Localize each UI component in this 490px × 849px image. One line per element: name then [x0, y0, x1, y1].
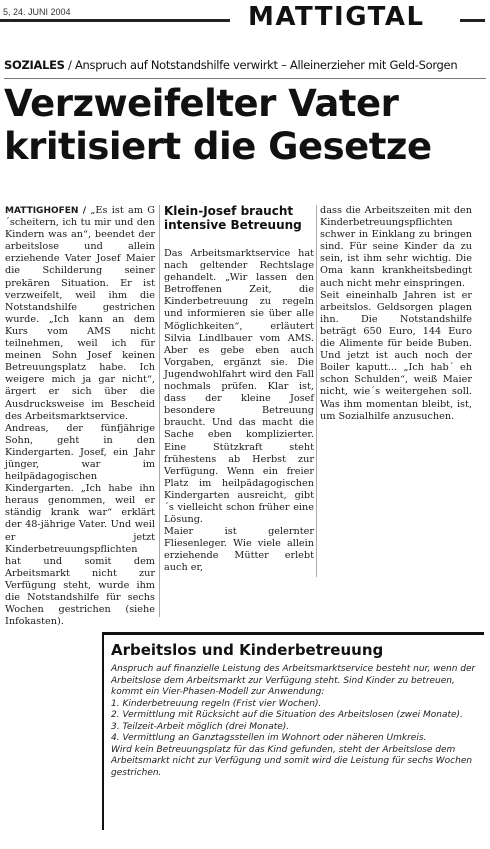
article-column-1: [5, 205, 155, 628]
infobox-item-3: 3. Teilzeit-Arbeit möglich (drei Monate).: [111, 721, 290, 732]
dateline: MATTIGHOFEN /: [5, 206, 87, 216]
column-divider-1: [159, 205, 160, 617]
kicker-rule: [4, 78, 486, 79]
headline-line-1: Verzweifelter Vater: [4, 82, 399, 125]
kicker-line: [4, 58, 488, 72]
infobox-outro: Wird kein Betreuungsplatz für das Kind gefunden, steht der Arbeitslose dem Arbeitsmarkt nicht zur Verfügung und somit wird die Leistung für sechs Wochen gestrichen.: [111, 744, 473, 778]
infobox-intro: Anspruch auf finanzielle Leistung des Arbeitsmarktservice besteht nur, wenn der Arbeitslose dem Arbeitsmarkt zur Verfügung steht. Sind Kinder zu betreuen, kommt ein Vier-Phasen-Modell zur Anwendung:: [111, 664, 476, 697]
infobox-item-4: 4. Vermittlung an Ganztagsstellen im Wohnort oder näheren Umkreis.: [111, 733, 427, 743]
article-column-2: [164, 248, 314, 575]
infobox-left-border: [102, 632, 104, 830]
kicker-text: / Anspruch auf Notstandshilfe verwirkt – Alleinerzieher mit Geld-Sorgen: [68, 58, 458, 72]
category-label: SOZIALES: [4, 58, 65, 72]
column-2-paragraph-2: Maier ist gelernter Fliesenleger. Wie viele allein erziehende Mütter erlebt auch er,: [164, 526, 314, 574]
column-divider-2: [316, 205, 317, 577]
headline-line-2: kritisiert die Gesetze: [4, 125, 432, 168]
issue-date: 5, 24. JUNI 2004: [3, 7, 71, 17]
infobox-title: Arbeitslos und Kinderbetreuung: [111, 641, 384, 659]
section-title: MATTIGTAL: [248, 2, 425, 32]
header-rule-right: [460, 19, 485, 22]
infobox-item-1: 1. Kinderbetreuung regeln (Frist vier Wochen).: [111, 698, 322, 709]
header-rule-left: [0, 19, 230, 22]
column-2-paragraph-1: Das Arbeitsmarktservice hat nach geltender Rechtslage gehandelt. „Wir lassen den Betroffenen Zeit, die Kinderbetreuung zu regeln und informieren sie über alle Möglichkeiten“, erläutert Silvia Lindlbauer vom AMS. Aber es gebe eben auch Vorgaben, ergänzt sie. Die Jugendwohlfahrt wird den Fall nochmals prüfen. Klar ist, dass der kleine Josef besondere Betreuung braucht. Und das macht die Sache eben komplizierter. Eine Stützkraft steht frühestens ab Herbst zur Verfügung. Wenn ein freier Platz im heilpädagogischen Kindergarten ausreicht, gibt´s vielleicht schon früher eine Lösung.: [164, 248, 314, 526]
column-1-text-1: „Es ist am G´scheitern, ich tu mir und den Kindern was an“, beendet der arbeitslose und allein erziehende Vater Josef Maier die Schilderung seiner prekären Situation. Er ist verzweifelt, weil ihm die Notstandshilfe gestrichen wurde. „Ich kann an dem Kurs vom AMS nicht teilnehmen, weil ich für meinen Sohn Josef keinen Betreuungsplatz habe. Ich weigere mich ja gar nicht“, ärgert er sich über die Ausdrucksweise im Bescheid des Arbeitsmarktservice.: [5, 205, 155, 422]
infobox-body: [111, 664, 476, 779]
article-column-3: [320, 205, 472, 423]
headline: [4, 82, 490, 168]
column-3-paragraph-2: Seit eineinhalb Jahren ist er arbeitslos. Geldsorgen plagen ihn. Die Notstandshilfe beträgt 650 Euro, 144 Euro die Alimente für beide Buben. Und jetzt ist auch noch der Boiler kaputt... „Ich hab´ eh schon Schulden“, weiß Maier nicht, wie´s weitergehen soll. Was ihm momentan bleibt, ist, um Sozialhilfe anzusuchen.: [320, 289, 472, 422]
infobox: [102, 632, 484, 842]
infobox-top-border: [102, 632, 484, 635]
infobox-item-2: 2. Vermittlung mit Rücksicht auf die Situation des Arbeitslosen (zwei Monate).: [111, 710, 463, 720]
column-1-paragraph-2: Andreas, der fünfjährige Sohn, geht in den Kindergarten. Josef, ein Jahr jünger, war im heilpädagogischen Kindergarten. „Ich habe ihn heraus genommen, weil er ständig krank war“ erklärt der 48-jährige Vater. Und weil er jetzt Kinderbetreuungspflichten hat und somit dem Arbeitsmarkt nicht zur Verfügung steht, wurde ihm die Notstandshilfe für sechs Wochen gestrichen (siehe Infokasten).: [5, 422, 155, 628]
subheadline: Klein-Josef braucht intensive Betreuung: [164, 204, 302, 232]
column-1-paragraph-1: [5, 205, 155, 423]
column-3-paragraph-1: dass die Arbeitszeiten mit den Kinderbetreuungspflichten schwer in Einklang zu bringen sind. Für seine Kinder da zu sein, ist ihm sehr wichtig. Die Oma kann krankheitsbedingt auch nicht mehr einspringen.: [320, 205, 472, 289]
